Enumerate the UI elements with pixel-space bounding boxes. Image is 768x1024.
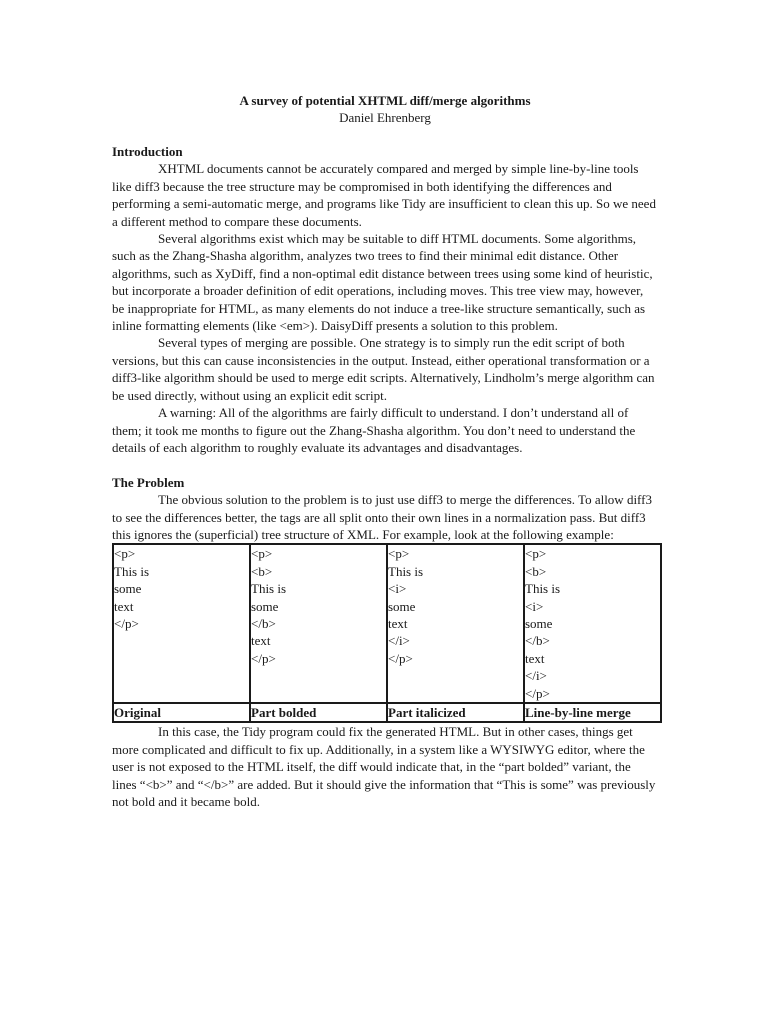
document-title: A survey of potential XHTML diff/merge algorithms [239, 93, 531, 108]
intro-paragraph: A warning: All of the algorithms are fairly difficult to understand. I don’t understand all of them; it took me months to figure out the Zhang-Shasha algorithm. You don’t need to understand the details of each algorithm to roughly evaluate its advantages and disadvantages. [112, 405, 636, 455]
code-line: </b> [525, 633, 550, 649]
document-author: Daniel Ehrenberg [339, 110, 431, 125]
code-line: </p> [114, 615, 139, 631]
code-line: <i> [388, 581, 407, 597]
code-line: </i> [388, 633, 410, 649]
part-bolded-label: Part bolded [250, 703, 387, 722]
section-gap [112, 456, 658, 473]
part-bolded-code-lines [251, 545, 386, 667]
code-line: </p> [388, 650, 413, 666]
code-line: <i> [525, 598, 544, 614]
problem-paragraph: The obvious solution to the problem is to just use diff3 to merge the differences. To allow diff3 to see the differences better, the tags are all split onto their own lines in a normalization pass. But diff3 this ignores the (superficial) tree structure of XML. For example, look at the following example: [112, 492, 652, 542]
code-line: text [525, 650, 545, 666]
example-table [112, 543, 662, 723]
code-line: text [114, 598, 134, 614]
example-code-row [113, 544, 661, 703]
intro-heading: Introduction [112, 144, 183, 159]
document-page [112, 92, 658, 810]
code-line: <p> [525, 546, 547, 562]
code-line: </i> [525, 668, 547, 684]
code-line: some [114, 581, 142, 597]
code-line: <b> [251, 563, 273, 579]
code-line: <p> [251, 546, 273, 562]
code-line: This is [388, 563, 424, 579]
part-bolded-code-cell [250, 544, 387, 703]
code-line: <p> [388, 546, 410, 562]
code-line: This is [251, 581, 287, 597]
part-italicized-label: Part italicized [387, 703, 524, 722]
part-italicized-code-lines [388, 545, 523, 667]
code-line: text [251, 633, 271, 649]
code-line: </b> [251, 615, 276, 631]
problem-heading: The Problem [112, 474, 185, 490]
intro-paragraph: Several types of merging are possible. One strategy is to simply run the edit script of both versions, but this can cause inconsistencies in the output. Instead, either operational transformation or a diff3-like algorithm should be used to merge edit scripts. Alternatively, Lindholm’s merge algorithm can be used directly, without using an explicit edit script. [112, 335, 655, 403]
code-line: </p> [251, 650, 276, 666]
code-line: text [388, 615, 408, 631]
original-label: Original [113, 703, 250, 722]
code-line: This is [114, 563, 150, 579]
original-code-lines [114, 545, 249, 632]
code-line: <b> [525, 563, 547, 579]
code-line: some [525, 615, 553, 631]
intro-paragraph: XHTML documents cannot be accurately compared and merged by simple line-by-line tools like diff3 because the tree structure may be compromised in both identifying the differences and performing a semi-automatic merge, and programs like Tidy are insufficient to clean this up. So we need a different method to compare these documents. [112, 161, 656, 229]
original-code-cell [113, 544, 250, 703]
code-line: </p> [525, 685, 550, 701]
part-italicized-code-cell [387, 544, 524, 703]
merge-code-cell [524, 544, 661, 703]
code-line: some [388, 598, 416, 614]
intro-paragraph: Several algorithms exist which may be suitable to diff HTML documents. Some algorithms, such as the Zhang-Shasha algorithm, analyzes two trees to find their minimal edit distance. Other algorithms, such as XyDiff, find a non-optimal edit distance between trees using some kind of heuristic, but incorporate a broader definition of edit operations, including moves. This tree view may, however, be inappropriate for HTML, as many elements do not induce a tree-like structure semantically, such as inline formatting elements (like <em>). DaisyDiff presents a solution to this problem. [112, 231, 653, 334]
merge-code-lines [525, 545, 660, 702]
problem-paragraph-after-table: In this case, the Tidy program could fix the generated HTML. But in other cases, things get more complicated and difficult to fix up. Additionally, in a system like a WYSIWYG editor, where the user is not exposed to the HTML itself, the diff would indicate that, in the “part bolded” variant, the lines “<b>” and “</b>” are added. But it should give the information that “This is some” was previously not bold and it became bold. [112, 724, 656, 810]
code-line: This is [525, 581, 561, 597]
code-line: some [251, 598, 279, 614]
merge-label: Line-by-line merge [524, 703, 661, 722]
code-line: <p> [114, 546, 136, 562]
example-label-row [113, 703, 661, 722]
